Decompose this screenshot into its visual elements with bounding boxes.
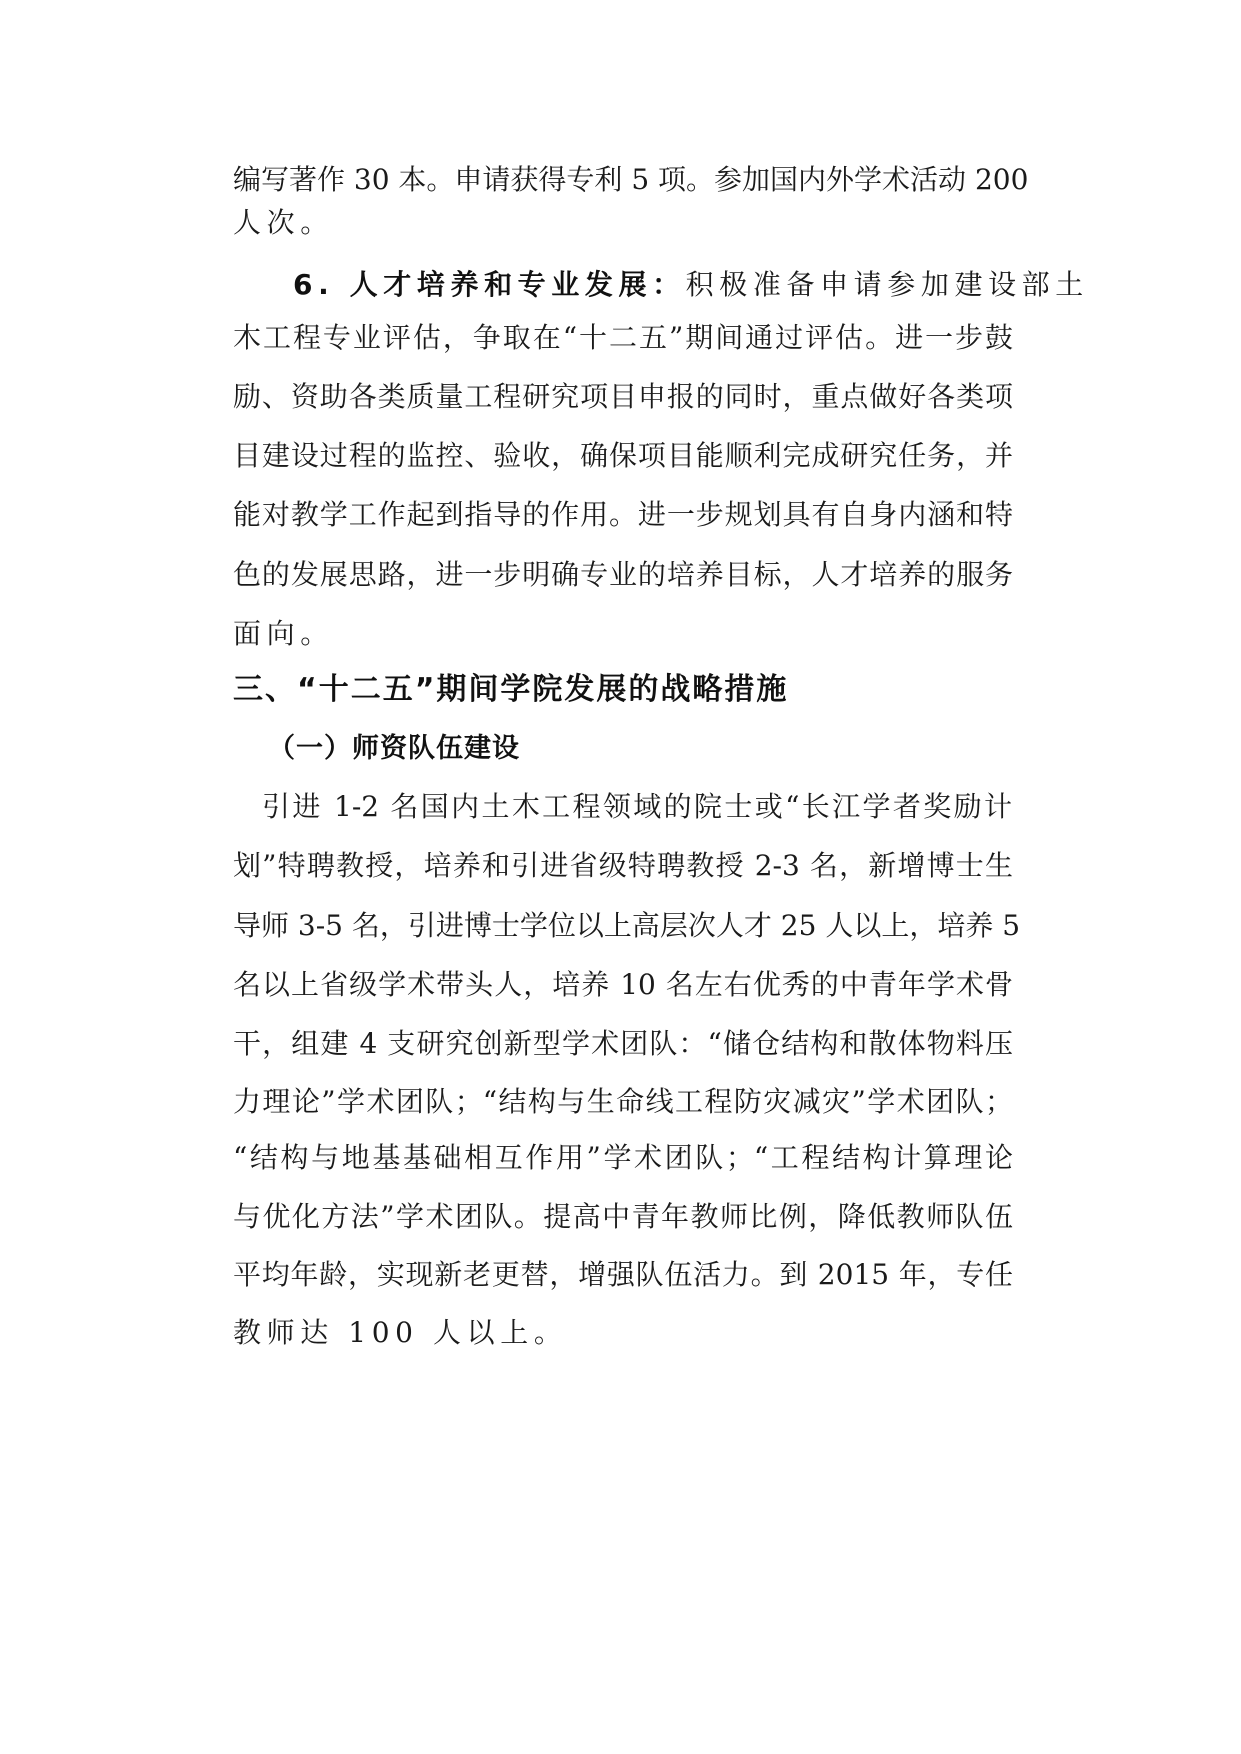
paragraph-line: 能对教学工作起到指导的作用。进一步规划具有自身内涵和特 — [233, 498, 1013, 531]
paragraph-line: 名以上省级学术带头人，培养 10 名左右优秀的中青年学术骨 — [233, 968, 1013, 1001]
paragraph-line: 编写著作 30 本。申请获得专利 5 项。参加国内外学术活动 200 — [233, 163, 1029, 196]
paragraph-line: 木工程专业评估，争取在“十二五”期间通过评估。进一步鼓 — [233, 321, 1013, 354]
paragraph-line: 面向。 — [233, 617, 334, 650]
paragraph-line: 人次。 — [233, 206, 334, 239]
paragraph-line: 平均年龄，实现新老更替，增强队伍活力。到 2015 年，专任 — [233, 1258, 1013, 1291]
paragraph-line: 划”特聘教授，培养和引进省级特聘教授 2-3 名，新增博士生 — [233, 849, 1013, 882]
paragraph-line: 干，组建 4 支研究创新型学术团队：“储仓结构和散体物料压 — [233, 1027, 1013, 1060]
subsection-heading: （一）师资队伍建设 — [268, 733, 520, 764]
paragraph-text: 积极准备申请参加建设部土 — [685, 268, 1089, 301]
paragraph-line — [293, 265, 1089, 305]
paragraph-lead: 6. 人才培养和专业发展： — [293, 268, 686, 301]
paragraph-line: 教师达 100 人以上。 — [233, 1316, 568, 1349]
paragraph-line: “结构与地基基础相互作用”学术团队；“工程结构计算理论 — [233, 1141, 1013, 1174]
section-heading: 三、“十二五”期间学院发展的战略措施 — [233, 672, 789, 707]
paragraph-line: 导师 3-5 名，引进博士学位以上高层次人才 25 人以上，培养 5 — [233, 909, 1021, 942]
paragraph-line: 与优化方法”学术团队。提高中青年教师比例，降低教师队伍 — [233, 1200, 1013, 1233]
paragraph-line: 色的发展思路，进一步明确专业的培养目标，人才培养的服务 — [233, 558, 1013, 591]
paragraph-line: 励、资助各类质量工程研究项目申报的同时，重点做好各类项 — [233, 380, 1013, 413]
paragraph-line: 引进 1-2 名国内土木工程领域的院士或“长江学者奖励计 — [262, 790, 1012, 823]
paragraph-line: 目建设过程的监控、验收，确保项目能顺利完成研究任务，并 — [233, 439, 1013, 472]
paragraph-line: 力理论”学术团队；“结构与生命线工程防灾减灾”学术团队； — [233, 1085, 1013, 1118]
